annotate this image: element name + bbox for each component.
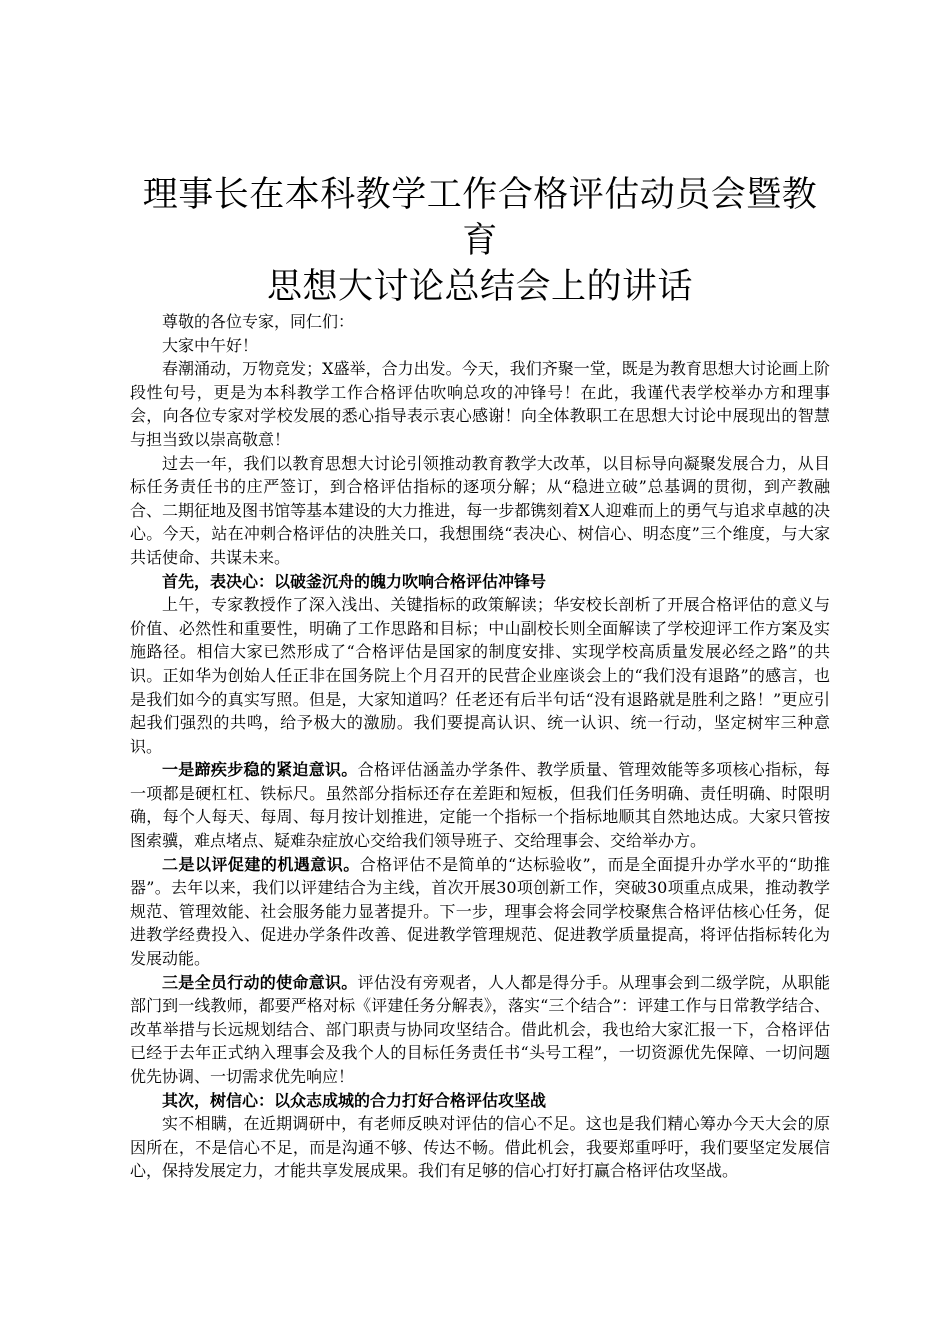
section-heading-2: 其次，树信心：以众志成城的合力打好合格评估攻坚战 <box>162 1090 547 1110</box>
section-heading-1: 首先，表决心：以破釜沉舟的魄力吹响合格评估冲锋号 <box>162 571 547 591</box>
greeting: 大家中午好！ <box>162 335 259 355</box>
paragraph-text: 合格评估涵盖办学条件、教学质量、管理效能等多项核心指标，每一项都是硬杠杠、铁标尺。虽然部分指标还存在差距和短板，但我们任务明确、责任明确、时限明确，每个人每天、每周、每月按计划推进，定能一个指标一个指标地顺其自然地达成。大家只管按图索骥，难点堵点、疑难杂症放心交给我们领导班子、交给理事会、交给举办方。 <box>130 760 830 851</box>
title-line-1: 理事长在本科教学工作合格评估动员会暨教育 <box>142 175 818 261</box>
paragraph-confidence: 实不相瞒，在近期调研中，有老师反映对评估的信心不足。这也是我们精心筹办今天大会的原因所在，不是信心不足，而是沟通不够、传达不畅。借此机会，我要郑重呼吁，我们要坚定发展信心，保持发展定力，才能共享发展成果。我们有足够的信心打好打赢合格评估攻坚战。 <box>130 1114 830 1181</box>
paragraph-morning-session: 上午，专家教授作了深入浅出、关键指标的政策解读；华安校长剖析了开展合格评估的意义与价值、必然性和重要性，明确了工作思路和目标；中山副校长则全面解读了学校迎评工作方案及实施路径。相信大家已然形成了“合格评估是国家的制度安排、实现学校高质量发展必经之路”的共识。正如华为创始人任正非在国务院上个月召开的民营企业座谈会上的“我们没有退路”的感言，也是我们如今的真实写照。但是，大家知道吗？任老还有后半句话“没有退路就是胜利之路！”更应引起我们强烈的共鸣，给予极大的激励。我们要提高认识、统一认识、统一行动，坚定树牢三种意识。 <box>130 595 830 756</box>
paragraph-lead: 三是全员行动的使命意识。 <box>162 972 358 992</box>
paragraph-text: 合格评估不是简单的“达标验收”，而是全面提升办学水平的“助推器”。去年以来，我们以评建结合为主线，首次开展30项创新工作，突破30项重点成果，推动教学规范、管理效能、社会服务能力显著提升。下一步，理事会将会同学校聚焦合格评估核心任务，促进教学经费投入、促进办学条件改善、促进教学管理规范、促进教学质量提高，将评估指标转化为发展动能。 <box>130 854 830 969</box>
salutation: 尊敬的各位专家，同仁们： <box>162 312 355 331</box>
document-title <box>130 172 830 310</box>
paragraph-opening: 春潮涌动，万物竞发；X盛举，合力出发。今天，我们齐聚一堂，既是为教育思想大讨论画上阶段性句号，更是为本科教学工作合格评估吹响总攻的冲锋号！在此，我谨代表学校举办方和理事会，向各位专家对学校发展的悉心指导表示衷心感谢！向全体教职工在思想大讨论中展现出的智慧与担当致以崇高敬意！ <box>130 359 830 449</box>
paragraph-mission <box>130 971 830 1089</box>
paragraph-opportunity <box>130 853 830 971</box>
paragraph-review: 过去一年，我们以教育思想大讨论引领推动教育教学大改革，以目标导向凝聚发展合力，从目标任务责任书的庄严签订，到合格评估指标的逐项分解；从“稳进立破”总基调的贯彻，到产教融合、二期征地及图书馆等基本建设的大力推进，每一步都镌刻着X人迎难而上的勇气与追求卓越的决心。今天，站在冲刺合格评估的决胜关口，我想围绕“表决心、树信心、明态度”三个维度，与大家共话使命、共谋未来。 <box>130 453 830 567</box>
document-page <box>130 172 830 1183</box>
paragraph-lead: 一是蹄疾步稳的紧迫意识。 <box>162 760 358 780</box>
paragraph-text: 评估没有旁观者，人人都是得分手。从理事会到二级学院，从职能部门到一线教师，都要严格对标《评建任务分解表》，落实“三个结合”：评建工作与日常教学结合、改革举措与长远规划结合、部门职责与协同攻坚结合。借此机会，我也给大家汇报一下，合格评估已经于去年正式纳入理事会及我个人的目标任务责任书“头号工程”，一切资源优先保障、一切问题优先协调、一切需求优先响应！ <box>130 972 830 1086</box>
paragraph-urgency <box>130 758 830 852</box>
document-body <box>130 310 830 1183</box>
title-line-2: 思想大讨论总结会上的讲话 <box>266 267 693 307</box>
paragraph-lead: 二是以评促建的机遇意识。 <box>162 854 360 874</box>
